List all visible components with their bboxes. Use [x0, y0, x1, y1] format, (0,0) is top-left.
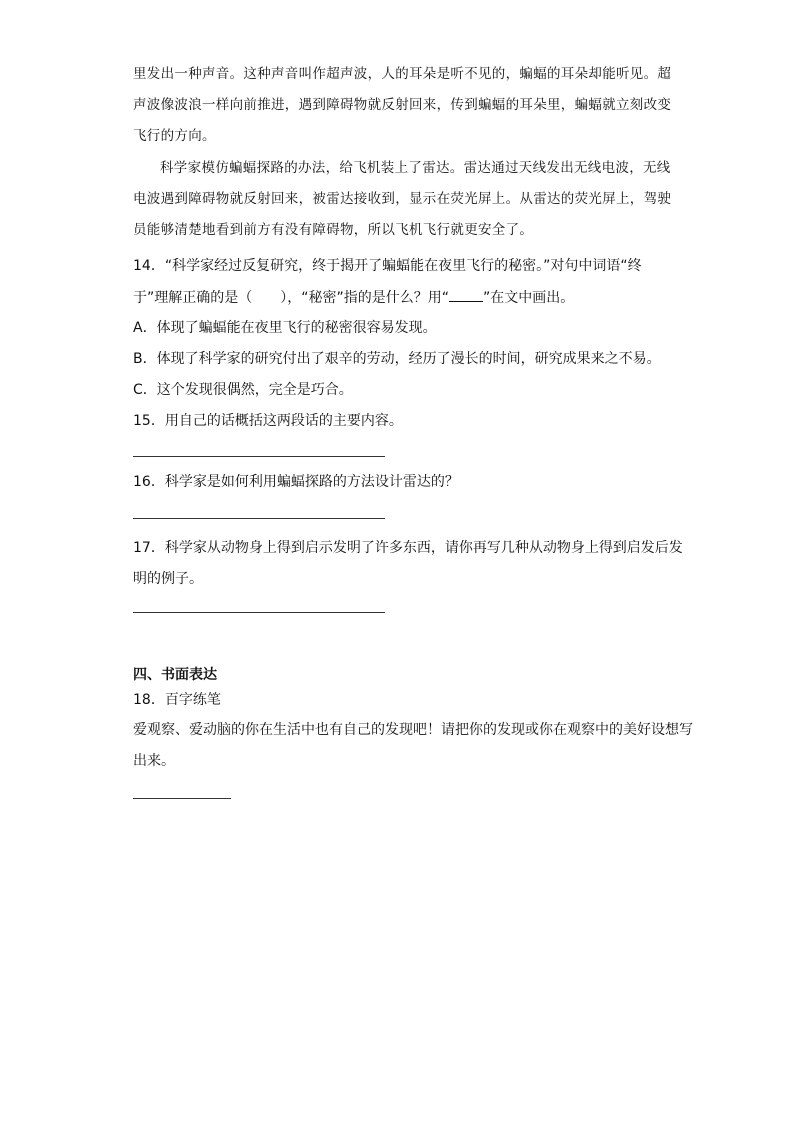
question-14-stem-part-1: 于”理解正确的是（ ），“秘密”指的是什么？用“: [133, 290, 450, 306]
question-17-answer-line[interactable]: [133, 612, 385, 613]
passage-paragraph-1: 里发出一种声音。这种声音叫作超声波，人的耳朵是听不见的，蝙蝠的耳朵却能听见。超声波像波浪一样向前推进，遇到障碍物就反射回来，传到蝙蝠的耳朵里，蝙蝠就立刻改变飞行的方向。: [133, 66, 672, 144]
question-18-prompt: 爱观察、爱动脑的你在生活中也有自己的发现吧！请把你的发现或你在观察中的美好设想写出来。: [133, 722, 693, 769]
question-14-option-a[interactable]: A．体现了蝙蝠能在夜里飞行的秘密很容易发现。: [133, 320, 437, 336]
question-17-text: 17．科学家从动物身上得到启示发明了许多东西，请你再写几种从动物身上得到启发后发明的例子。: [133, 540, 683, 587]
question-14-option-b[interactable]: B．体现了科学家的研究付出了艰辛的劳动，经历了漫长的时间，研究成果来之不易。: [133, 351, 661, 367]
question-16-text: 16．科学家是如何利用蝙蝠探路的方法设计雷达的？: [133, 474, 459, 490]
question-14-stem-line-2: [133, 287, 574, 308]
question-14-stem-line-1: 14．“科学家经过反复研究，终于揭开了蝙蝠能在夜里飞行的秘密。”对句中词语“终: [133, 258, 642, 274]
question-16-answer-line[interactable]: [133, 518, 385, 519]
question-14-option-c[interactable]: C．这个发现很偶然，完全是巧合。: [133, 382, 353, 398]
section-4-heading: 四、书面表达: [133, 667, 217, 683]
question-18-title: 18．百字练笔: [133, 692, 221, 708]
underline-mark: [449, 287, 483, 302]
passage-paragraph-2: 科学家模仿蝙蝠探路的办法，给飞机装上了雷达。雷达通过天线发出无线电波，无线电波遇到障碍物就反射回来，被雷达接收到，显示在荧光屏上。从雷达的荧光屏上，驾驶员能够清楚地看到前方有没有障碍物，所以飞机飞行就更安全了。: [133, 160, 672, 238]
question-14-stem-part-2: ”在文中画出。: [483, 290, 575, 306]
question-15-text: 15．用自己的话概括这两段话的主要内容。: [133, 413, 403, 429]
question-18-answer-line[interactable]: [133, 798, 231, 799]
question-15-answer-line[interactable]: [133, 456, 385, 457]
